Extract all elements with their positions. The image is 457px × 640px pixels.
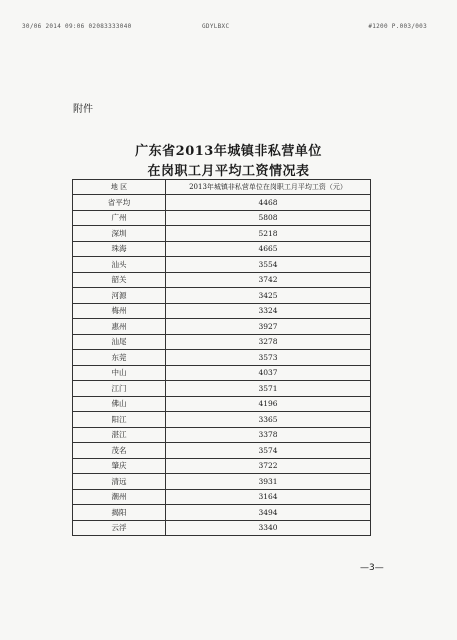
wage-cell: 4665 — [166, 241, 371, 257]
wage-cell: 4468 — [166, 195, 371, 211]
table-row — [73, 489, 371, 505]
table-body — [73, 195, 371, 536]
table-header-row — [73, 180, 371, 195]
region-cell: 东莞 — [73, 350, 166, 366]
wage-cell: 5808 — [166, 210, 371, 226]
region-cell: 肇庆 — [73, 458, 166, 474]
region-cell: 潮州 — [73, 489, 166, 505]
wage-cell: 3378 — [166, 427, 371, 443]
table-row — [73, 427, 371, 443]
wage-cell: 3571 — [166, 381, 371, 397]
region-cell: 梅州 — [73, 303, 166, 319]
region-cell: 汕尾 — [73, 334, 166, 350]
page-number: —3— — [360, 563, 384, 573]
region-cell: 阳江 — [73, 412, 166, 428]
region-cell: 河源 — [73, 288, 166, 304]
region-cell: 清远 — [73, 474, 166, 490]
table-row — [73, 319, 371, 335]
wage-cell: 3164 — [166, 489, 371, 505]
wage-cell: 3931 — [166, 474, 371, 490]
wage-cell: 5218 — [166, 226, 371, 242]
fax-header-left: 30/06 2014 09:06 02083333040 — [22, 23, 132, 30]
table-row — [73, 396, 371, 412]
wage-cell: 3365 — [166, 412, 371, 428]
region-cell: 省平均 — [73, 195, 166, 211]
table-row — [73, 458, 371, 474]
region-cell: 广州 — [73, 210, 166, 226]
table-row — [73, 210, 371, 226]
document-title-line2: 在岗职工月平均工资情况表 — [147, 164, 310, 179]
wage-cell: 3494 — [166, 505, 371, 521]
table-row — [73, 365, 371, 381]
table-row — [73, 520, 371, 536]
fax-header-right: #1200 P.003/003 — [368, 23, 427, 30]
table-row — [73, 241, 371, 257]
wage-cell: 4196 — [166, 396, 371, 412]
region-cell: 珠海 — [73, 241, 166, 257]
header-wage: 2013年城镇非私营单位在岗职工月平均工资（元） — [166, 180, 371, 195]
table-row — [73, 505, 371, 521]
region-cell: 惠州 — [73, 319, 166, 335]
wage-cell: 3573 — [166, 350, 371, 366]
table-row — [73, 272, 371, 288]
wage-cell: 3742 — [166, 272, 371, 288]
table-row — [73, 195, 371, 211]
table-row — [73, 474, 371, 490]
table-row — [73, 334, 371, 350]
table-row — [73, 257, 371, 273]
table-row — [73, 381, 371, 397]
region-cell: 韶关 — [73, 272, 166, 288]
wage-cell: 4037 — [166, 365, 371, 381]
table-row — [73, 288, 371, 304]
fax-header-middle: GDYLBXC — [202, 23, 230, 30]
table-row — [73, 350, 371, 366]
wage-cell: 3278 — [166, 334, 371, 350]
wage-cell: 3340 — [166, 520, 371, 536]
wage-cell: 3324 — [166, 303, 371, 319]
region-cell: 汕头 — [73, 257, 166, 273]
wage-cell: 3722 — [166, 458, 371, 474]
table-row — [73, 412, 371, 428]
table-row — [73, 303, 371, 319]
wage-cell: 3574 — [166, 443, 371, 459]
region-cell: 揭阳 — [73, 505, 166, 521]
wage-cell: 3927 — [166, 319, 371, 335]
table-row — [73, 226, 371, 242]
wage-cell: 3554 — [166, 257, 371, 273]
wage-table — [72, 179, 371, 536]
header-region: 地 区 — [73, 180, 166, 195]
attachment-label: 附件 — [73, 104, 93, 115]
table-row — [73, 443, 371, 459]
region-cell: 深圳 — [73, 226, 166, 242]
region-cell: 茂名 — [73, 443, 166, 459]
region-cell: 佛山 — [73, 396, 166, 412]
region-cell: 云浮 — [73, 520, 166, 536]
wage-cell: 3425 — [166, 288, 371, 304]
region-cell: 湛江 — [73, 427, 166, 443]
region-cell: 中山 — [73, 365, 166, 381]
region-cell: 江门 — [73, 381, 166, 397]
document-title-line1: 广东省2013年城镇非私营单位 — [135, 144, 322, 159]
